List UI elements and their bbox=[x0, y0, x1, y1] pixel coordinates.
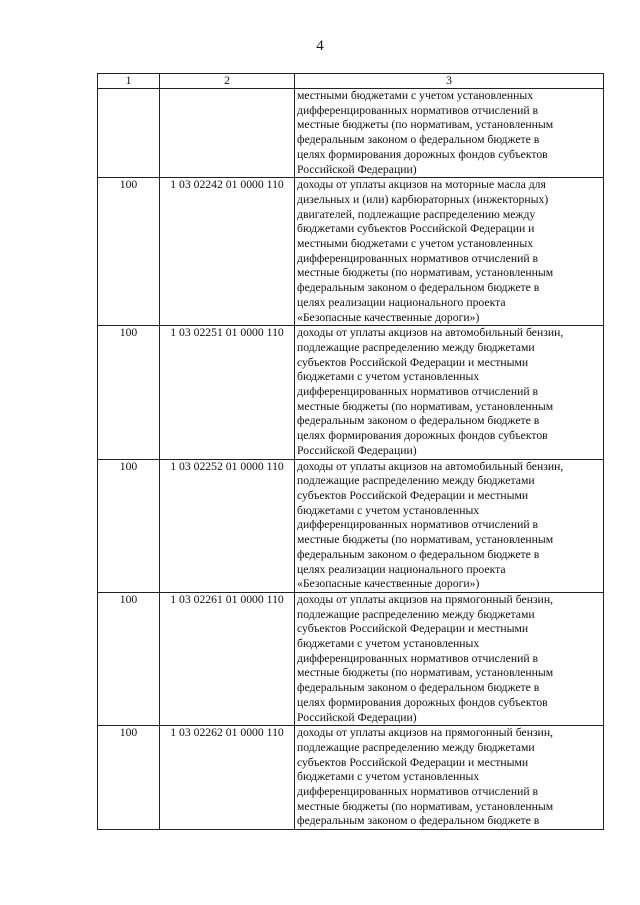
description-line: подлежащие распределению между бюджетами bbox=[297, 474, 535, 488]
table-row bbox=[98, 178, 604, 326]
description-line: местные бюджеты (по нормативам, установленным bbox=[297, 666, 554, 680]
description-line: доходы от уплаты акцизов на моторные масла для bbox=[297, 178, 546, 192]
revenue-description-cell bbox=[295, 326, 604, 459]
description-line: местные бюджеты (по нормативам, установленным bbox=[297, 266, 554, 280]
budget-classification-code-cell: 1 03 02262 01 0000 110 bbox=[160, 726, 295, 830]
description-line: дифференцированных нормативов отчислений в bbox=[297, 385, 539, 399]
revenue-description-cell bbox=[295, 89, 604, 178]
admin-code-cell bbox=[98, 89, 160, 178]
description-line: целях формирования дорожных фондов субъектов bbox=[297, 695, 548, 709]
description-line: доходы от уплаты акцизов на прямогонный бензин, bbox=[297, 726, 553, 740]
table-header-row bbox=[98, 74, 604, 89]
description-line: местные бюджеты (по нормативам, установленным bbox=[297, 118, 554, 132]
description-line: целях формирования дорожных фондов субъектов bbox=[297, 147, 548, 161]
description-line: субъектов Российской Федерации и местными bbox=[297, 488, 529, 502]
column-header-1: 1 bbox=[98, 74, 160, 89]
description-line: подлежащие распределению между бюджетами bbox=[297, 740, 535, 754]
description-line: подлежащие распределению между бюджетами bbox=[297, 340, 535, 354]
table-body bbox=[98, 89, 604, 830]
table-row bbox=[98, 326, 604, 459]
description-line: целях реализации национального проекта bbox=[297, 562, 506, 576]
description-line: подлежащие распределению между бюджетами bbox=[297, 607, 535, 621]
description-line: федеральным законом о федеральном бюджете в bbox=[297, 414, 540, 428]
description-line: бюджетами с учетом установленных bbox=[297, 503, 480, 517]
description-line: федеральным законом о федеральном бюджете в bbox=[297, 133, 540, 147]
description-line: местные бюджеты (по нормативам, установленным bbox=[297, 533, 554, 547]
budget-classification-code-cell: 1 03 02261 01 0000 110 bbox=[160, 592, 295, 725]
description-line: «Безопасные качественные дороги») bbox=[297, 577, 480, 591]
description-line: местными бюджетами с учетом установленных bbox=[297, 237, 534, 251]
admin-code-cell: 100 bbox=[98, 459, 160, 592]
description-line: федеральным законом о федеральном бюджете в bbox=[297, 281, 540, 295]
description-line: Российской Федерации) bbox=[297, 162, 417, 176]
description-line: доходы от уплаты акцизов на автомобильный бензин, bbox=[297, 326, 564, 340]
description-line: доходы от уплаты акцизов на автомобильный бензин, bbox=[297, 459, 564, 473]
revenue-description-cell bbox=[295, 459, 604, 592]
description-line: местными бюджетами с учетом установленных bbox=[297, 89, 534, 102]
description-line: местные бюджеты (по нормативам, установленным bbox=[297, 399, 554, 413]
revenue-codes-table bbox=[97, 73, 604, 830]
column-header-2: 2 bbox=[160, 74, 295, 89]
admin-code-cell: 100 bbox=[98, 326, 160, 459]
description-line: бюджетами с учетом установленных bbox=[297, 637, 480, 651]
revenue-description-cell bbox=[295, 592, 604, 725]
revenue-description-cell bbox=[295, 726, 604, 830]
table-row bbox=[98, 459, 604, 592]
revenue-description-cell bbox=[295, 178, 604, 326]
description-line: субъектов Российской Федерации и местными bbox=[297, 355, 529, 369]
description-line: целях реализации национального проекта bbox=[297, 295, 506, 309]
description-line: федеральным законом о федеральном бюджете в bbox=[297, 681, 540, 695]
admin-code-cell: 100 bbox=[98, 726, 160, 830]
description-line: дифференцированных нормативов отчислений в bbox=[297, 103, 539, 117]
description-line: субъектов Российской Федерации и местными bbox=[297, 622, 529, 636]
description-line: дифференцированных нормативов отчислений в bbox=[297, 518, 539, 532]
description-line: бюджетами с учетом установленных bbox=[297, 370, 480, 384]
description-line: Российской Федерации) bbox=[297, 443, 417, 457]
description-line: бюджетами субъектов Российской Федерации и bbox=[297, 222, 535, 236]
table-row bbox=[98, 592, 604, 725]
description-line: двигателей, подлежащие распределению между bbox=[297, 207, 536, 221]
description-line: федеральным законом о федеральном бюджете в bbox=[297, 547, 540, 561]
budget-classification-code-cell: 1 03 02251 01 0000 110 bbox=[160, 326, 295, 459]
description-line: дизельных и (или) карбюраторных (инжекторных) bbox=[297, 192, 549, 206]
description-line: бюджетами с учетом установленных bbox=[297, 770, 480, 784]
description-line: федеральным законом о федеральном бюджете в bbox=[297, 814, 540, 828]
description-line: местные бюджеты (по нормативам, установленным bbox=[297, 799, 554, 813]
table-row bbox=[98, 726, 604, 830]
column-header-3: 3 bbox=[295, 74, 604, 89]
description-line: Российской Федерации) bbox=[297, 710, 417, 724]
description-line: дифференцированных нормативов отчислений в bbox=[297, 785, 539, 799]
description-line: целях формирования дорожных фондов субъектов bbox=[297, 429, 548, 443]
description-line: дифференцированных нормативов отчислений в bbox=[297, 251, 539, 265]
description-line: дифференцированных нормативов отчислений в bbox=[297, 651, 539, 665]
description-line: доходы от уплаты акцизов на прямогонный бензин, bbox=[297, 592, 553, 606]
description-line: «Безопасные качественные дороги») bbox=[297, 310, 480, 324]
page-number: 4 bbox=[316, 38, 324, 54]
description-line: субъектов Российской Федерации и местными bbox=[297, 755, 529, 769]
budget-classification-code-cell bbox=[160, 89, 295, 178]
budget-classification-code-cell: 1 03 02242 01 0000 110 bbox=[160, 178, 295, 326]
admin-code-cell: 100 bbox=[98, 178, 160, 326]
table-row bbox=[98, 89, 604, 178]
admin-code-cell: 100 bbox=[98, 592, 160, 725]
budget-classification-code-cell: 1 03 02252 01 0000 110 bbox=[160, 459, 295, 592]
